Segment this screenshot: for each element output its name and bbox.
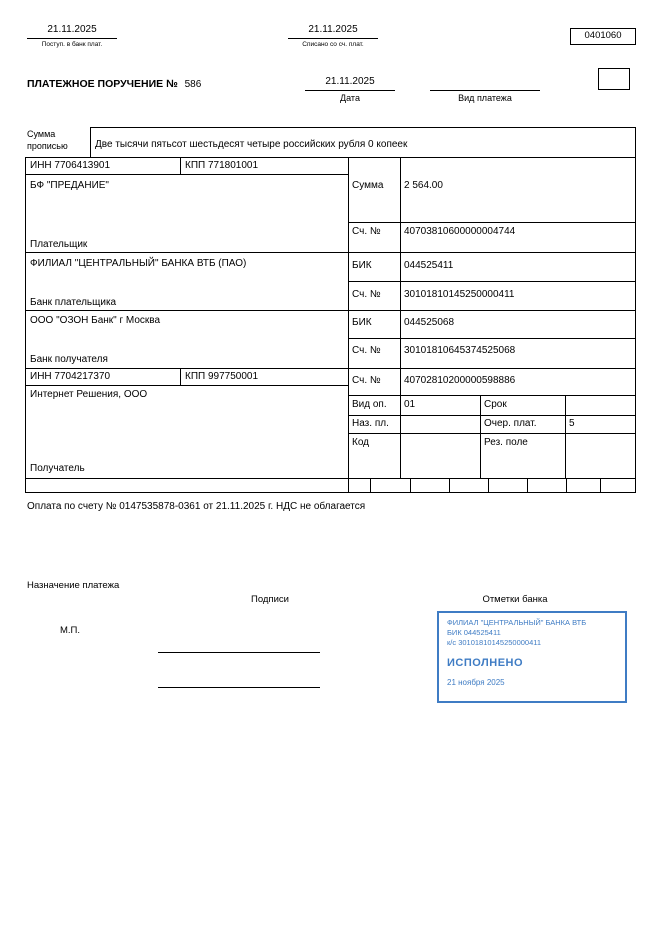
stamp-status: ИСПОЛНЕНО — [447, 657, 524, 670]
line — [635, 127, 636, 492]
signature-line — [158, 652, 320, 653]
received-date-label: Поступ. в банк плат. — [41, 41, 103, 48]
payee-kpp: КПП 997750001 — [185, 371, 259, 382]
payer-kpp: КПП 771801001 — [185, 160, 259, 171]
payee-account-label: Сч. № — [352, 375, 381, 386]
op-kind-value: 01 — [404, 399, 416, 410]
payment-kind-label: Вид платежа — [458, 93, 512, 103]
line — [180, 157, 181, 174]
debited-date: 21.11.2025 — [308, 24, 358, 35]
payer-bank-bik-label: БИК — [352, 260, 372, 271]
amount-in-words: Две тысячи пятьсот шестьдесят четыре российских рубля 0 копеек — [95, 139, 408, 150]
purpose-code-label: Наз. пл. — [352, 418, 389, 429]
line — [430, 90, 540, 91]
line — [348, 415, 635, 416]
payer-section-label: Плательщик — [30, 239, 88, 250]
document-number: 586 — [184, 79, 202, 90]
line — [348, 222, 635, 223]
payee-section-label: Получатель — [30, 463, 85, 474]
line — [449, 478, 450, 492]
mp-label: М.П. — [60, 625, 81, 636]
stamp-bik: БИК 044525411 — [447, 627, 501, 637]
stamp-corr-account: к/с 30101810145250000411 — [447, 637, 542, 647]
payee-bank-name: ООО "ОЗОН Банк" г Москва — [30, 315, 161, 326]
line — [566, 478, 567, 492]
bank-stamp — [437, 611, 627, 703]
line — [25, 252, 635, 253]
document-date: 21.11.2025 — [325, 76, 375, 87]
line — [348, 433, 635, 434]
amount-words-label-1: Сумма — [27, 129, 56, 139]
term-label: Срок — [484, 399, 507, 410]
line — [25, 174, 348, 175]
payer-bank-name: ФИЛИАЛ "ЦЕНТРАЛЬНЫЙ" БАНКА ВТБ (ПАО) — [30, 258, 247, 269]
status-code-box — [598, 68, 630, 90]
line — [25, 310, 635, 311]
payer-inn: ИНН 7706413901 — [30, 160, 111, 171]
line — [25, 492, 636, 493]
payee-bank-bik: 044525068 — [404, 317, 455, 328]
line — [305, 90, 395, 91]
line — [348, 395, 635, 396]
debited-date-label: Списано со сч. плат. — [302, 41, 364, 48]
document-title — [27, 78, 201, 91]
payer-bank-account-label: Сч. № — [352, 289, 381, 300]
line — [90, 127, 91, 157]
signature-line — [158, 687, 320, 688]
form-code-box — [570, 28, 636, 45]
stamp-bank-name: ФИЛИАЛ "ЦЕНТРАЛЬНЫЙ" БАНКА ВТБ — [447, 618, 587, 627]
amount-value: 2 564.00 — [404, 180, 443, 191]
line — [600, 478, 601, 492]
line — [348, 281, 635, 282]
line — [370, 478, 371, 492]
line — [25, 157, 635, 158]
payer-name: БФ "ПРЕДАНИЕ" — [30, 180, 109, 191]
reserve-field-label: Рез. поле — [484, 437, 528, 448]
payment-purpose-text: Оплата по счету № 0147535878-0361 от 21.11.2025 г. НДС не облагается — [27, 501, 366, 512]
payment-purpose-label: Назначение платежа — [27, 580, 120, 591]
form-code: 0401060 — [584, 30, 622, 41]
amount-words-label-2: прописью — [27, 141, 68, 151]
line — [25, 478, 635, 479]
line — [480, 395, 481, 478]
line — [90, 127, 635, 128]
line — [527, 478, 528, 492]
line — [400, 157, 401, 478]
payee-name: Интернет Решения, ООО — [30, 389, 148, 400]
line — [25, 385, 348, 386]
payer-bank-bik: 044525411 — [404, 260, 454, 271]
payer-bank-section-label: Банк плательщика — [30, 297, 117, 308]
line — [25, 368, 635, 369]
op-kind-label: Вид оп. — [352, 399, 387, 410]
signatures-label: Подписи — [251, 594, 289, 605]
document-title-label: ПЛАТЕЖНОЕ ПОРУЧЕНИЕ № — [27, 78, 178, 90]
payee-inn: ИНН 7704217370 — [30, 371, 111, 382]
line — [180, 368, 181, 385]
payer-account: 40703810600000004744 — [404, 226, 516, 237]
priority-value: 5 — [569, 418, 575, 429]
line — [348, 157, 349, 492]
line — [288, 38, 378, 39]
payer-account-label: Сч. № — [352, 226, 381, 237]
received-date: 21.11.2025 — [47, 24, 97, 35]
payee-bank-account: 30101810645374525068 — [404, 345, 516, 356]
payee-account: 40702810200000598886 — [404, 375, 516, 386]
date-label: Дата — [340, 93, 360, 103]
priority-label: Очер. плат. — [484, 418, 537, 429]
amount-label: Сумма — [352, 180, 384, 191]
line — [410, 478, 411, 492]
stamp-date: 21 ноября 2025 — [447, 677, 505, 687]
line — [27, 38, 117, 39]
payee-bank-bik-label: БИК — [352, 317, 372, 328]
bank-marks-label: Отметки банка — [482, 594, 548, 605]
payee-bank-account-label: Сч. № — [352, 345, 381, 356]
line — [565, 395, 566, 478]
line — [348, 338, 635, 339]
code-label: Код — [352, 437, 370, 448]
line — [488, 478, 489, 492]
line — [25, 157, 26, 492]
payee-bank-section-label: Банк получателя — [30, 354, 108, 365]
payer-bank-account: 30101810145250000411 — [404, 289, 515, 300]
